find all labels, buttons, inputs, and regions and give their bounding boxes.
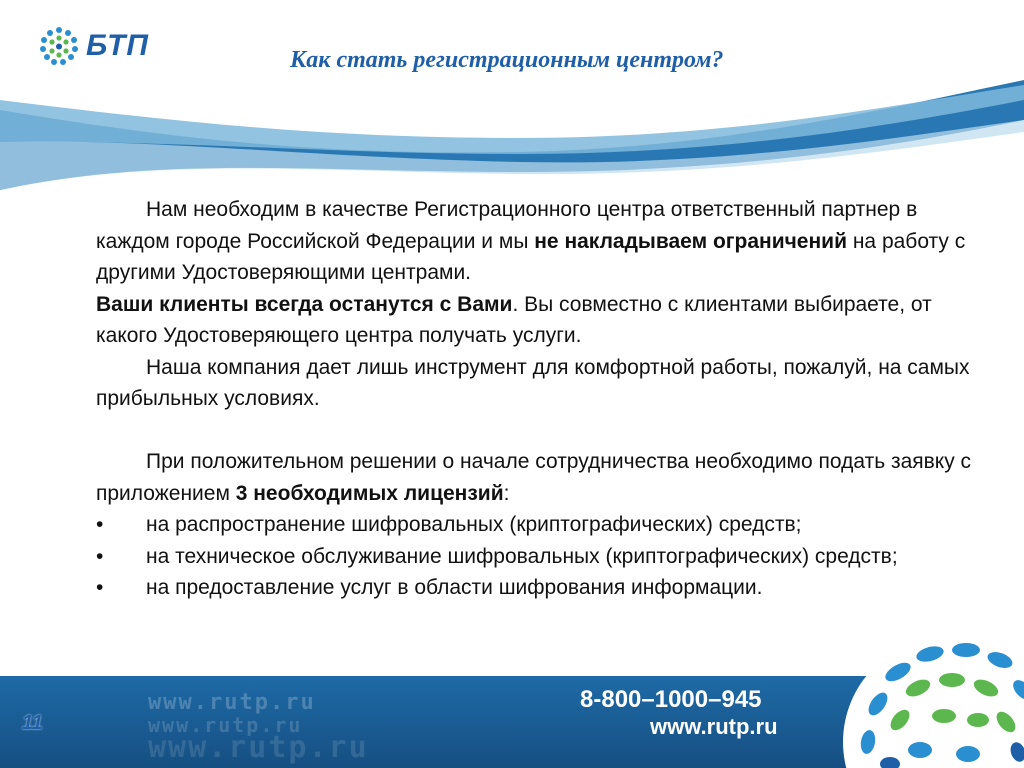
list-item: • на техническое обслуживание шифровальных (криптографических) средств; — [96, 541, 976, 573]
watermark-url: www.rutp.ru — [148, 690, 316, 715]
logo-text: БТП — [86, 29, 149, 62]
bullet-marker: • — [96, 576, 104, 599]
paragraph-clients: Ваши клиенты всегда останутся с Вами. Вы совместно с клиентами выбираете, от какого Удостоверяющего центра получать услуги. — [96, 292, 932, 347]
watermark-url: www.rutp.ru — [148, 730, 369, 765]
main-content — [96, 194, 976, 604]
logo-globe-icon — [38, 25, 80, 67]
paragraph-partner: Нам необходим в качестве Регистрационного центра ответственный партнер в каждом городе Российской Федерации и мы не накладываем ограничений на работу с другими Удостоверяющими центрами. — [96, 198, 966, 284]
page-number: 11 — [22, 712, 43, 734]
header-wave-decoration — [0, 80, 1024, 190]
phone-number: 8-800–1000–945 — [580, 686, 762, 713]
bullet-marker: • — [96, 513, 104, 536]
list-item: • на предоставление услуг в области шифрования информации. — [96, 572, 976, 604]
logo — [38, 24, 178, 68]
watermark-url: www.rutp.ru — [148, 713, 303, 737]
paragraph-company: Наша компания дает лишь инструмент для комфортной работы, пожалуй, на самых прибыльных условиях. — [96, 355, 970, 410]
website-link[interactable]: www.rutp.ru — [650, 714, 778, 739]
list-item: • на распространение шифровальных (криптографических) средств; — [96, 509, 976, 541]
spacer — [96, 415, 976, 447]
paragraph-licenses: При положительном решении о начале сотрудничества необходимо подать заявку с приложением 3 необходимых лицензий: — [96, 450, 972, 505]
page-title: Как стать регистрационным центром? — [290, 47, 724, 73]
globe-decoration-icon — [838, 632, 1024, 768]
bullet-marker: • — [96, 544, 104, 568]
